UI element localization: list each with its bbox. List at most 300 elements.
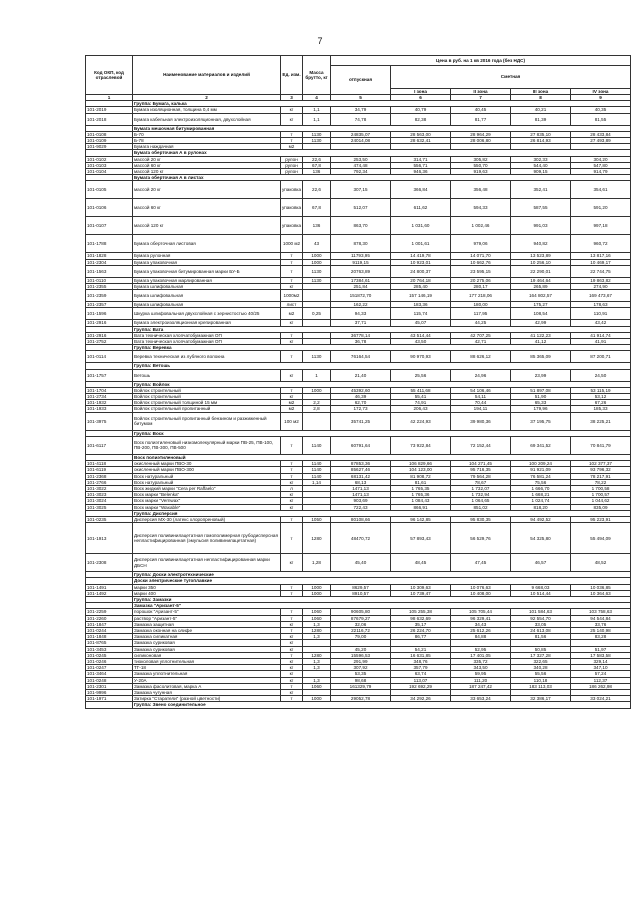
unit-of-measure: кг [281, 677, 303, 683]
unit-of-measure: кг [281, 113, 303, 125]
price-zone-2: 34,43 [451, 621, 511, 627]
price-zone-3: 9 668,03 [511, 584, 571, 590]
unit-of-measure: т [281, 461, 303, 467]
price-zone-1: 16 631,85 [391, 652, 451, 658]
price-zone-1: 96 142,85 [391, 516, 451, 522]
header-unit: Ед. изм. [281, 56, 303, 95]
price-release: 36778,14 [331, 332, 391, 338]
price-zone-4: 57,24 [571, 671, 631, 677]
unit-of-measure: т [281, 351, 303, 363]
material-name: массой 120 кг [133, 169, 281, 175]
table-row [86, 683, 631, 689]
table-row [86, 523, 631, 554]
price-zone-1: 82,38 [391, 113, 451, 125]
price-release: 68,13 [331, 479, 391, 485]
price-zone-4: 51,97 [571, 646, 631, 652]
material-name: Вата техническая хлопчатобумажная ОП [133, 332, 281, 338]
price-zone-4: 960,72 [571, 235, 631, 253]
price-zone-1: 43 514,44 [391, 332, 451, 338]
table-row [86, 387, 631, 393]
gross-mass: 1130 [303, 277, 331, 283]
table-row [86, 627, 631, 633]
price-zone-4: 93 796,32 [571, 467, 631, 473]
unit-of-measure: т [281, 627, 303, 633]
unit-of-measure: т [281, 516, 303, 522]
gross-mass: 1060 [303, 683, 331, 689]
price-release: 8910,57 [331, 590, 391, 596]
price-zone-1: 54,21 [391, 646, 451, 652]
price-release: 9119,15 [331, 259, 391, 265]
unit-of-measure: т [281, 253, 303, 259]
price-zone-3: 340,28 [511, 665, 571, 671]
material-code: 101-9996 [86, 689, 133, 695]
material-code: 101-1933 [86, 406, 133, 412]
material-name: Воск полиэтиленовый низкомолекулярный марки ПВ-25, ПВ-100, ПВ-200, ПВ-300, ПВ-500 [133, 436, 281, 454]
unit-of-measure: т [281, 332, 303, 338]
unit-of-measure: т [281, 138, 303, 144]
gross-mass: 1140 [303, 473, 331, 479]
price-zone-3: 94 492,52 [511, 516, 571, 522]
price-zone-2: 979,06 [451, 235, 511, 253]
price-zone-4: 78,22 [571, 479, 631, 485]
price-release: 11793,95 [331, 253, 391, 259]
gross-mass: 1130 [303, 131, 331, 137]
material-code: 101-3453 [86, 646, 133, 652]
price-zone-2: 54,11 [451, 394, 511, 400]
material-code: 101-1932 [86, 400, 133, 406]
unit-of-measure: упаковка [281, 199, 303, 217]
table-row [86, 181, 631, 199]
price-zone-4: 38 225,21 [571, 412, 631, 430]
price-release: 87679,27 [331, 615, 391, 621]
group-heading: Воск полиэтиленовый [133, 454, 631, 460]
gross-mass: 1,1 [303, 107, 331, 113]
material-name: раствор "Аризант-5" [133, 615, 281, 621]
material-code: 101-2368 [86, 473, 133, 479]
material-name: Войлок строительный пропитанный [133, 406, 281, 412]
price-zone-2: 84,88 [451, 634, 511, 640]
column-number: 9 [571, 95, 631, 101]
price-zone-4: 112,37 [571, 677, 631, 683]
price-zone-1: 28 563,00 [391, 131, 451, 137]
material-name: Бумага упаковочная [133, 259, 281, 265]
unit-of-measure: т [281, 609, 303, 615]
material-name: Дисперсия МХ-30 (латекс хлоропреновый) [133, 516, 281, 522]
price-zone-2: 305,82 [451, 156, 511, 162]
price-zone-3: 55,56 [511, 671, 571, 677]
price-zone-1: 24 800,37 [391, 265, 451, 277]
price-zone-4: 304,20 [571, 156, 631, 162]
unit-of-measure: кг [281, 689, 303, 695]
price-zone-1: 57 893,43 [391, 523, 451, 554]
price-zone-1: 43,50 [391, 339, 451, 345]
header-zone-2: II зона [451, 88, 511, 94]
price-release: 74,78 [331, 113, 391, 125]
price-zone-2: 44,25 [451, 320, 511, 326]
price-zone-4: 22 744,75 [571, 265, 631, 277]
table-row [86, 473, 631, 479]
price-zone-2: 54 106,46 [451, 387, 511, 393]
material-name: марки 350 [133, 584, 281, 590]
price-zone-2: 25 612,26 [451, 627, 511, 633]
price-release: 29052,78 [331, 696, 391, 702]
price-zone-1: 35,17 [391, 621, 451, 627]
material-code: 101-0106 [86, 199, 133, 217]
price-release: 35741,25 [331, 412, 391, 430]
price-zone-4: 55 494,09 [571, 523, 631, 554]
price-zone-1: 946,36 [391, 169, 451, 175]
table-body [86, 101, 631, 708]
group-heading: Бумага мешочная битумированная [133, 125, 631, 131]
gross-mass: 1,14 [303, 479, 331, 485]
unit-of-measure: т [281, 131, 303, 137]
price-zone-1: 48,45 [391, 554, 451, 572]
material-code: 101-0235 [86, 516, 133, 522]
gross-mass: 22,6 [303, 156, 331, 162]
price-zone-2: 56 529,76 [451, 523, 511, 554]
unit-of-measure: кг [281, 671, 303, 677]
material-code: 101-2752 [86, 339, 133, 345]
unit-of-measure: м2 [281, 144, 303, 150]
price-zone-3: 302,33 [511, 156, 571, 162]
material-code: 101-3025 [86, 504, 133, 510]
price-zone-3: 19 464,64 [511, 277, 571, 283]
price-zone-2: 52,95 [451, 646, 511, 652]
material-code: 101-0244 [86, 627, 133, 633]
price-zone-1: 1 765,35 [391, 485, 451, 491]
price-zone-1: 74,91 [391, 400, 451, 406]
price-zone-1: 86,77 [391, 634, 451, 640]
material-name: Воск натуральный [133, 479, 281, 485]
price-zone-4: 70 841,79 [571, 436, 631, 454]
price-zone-3: 32 386,17 [511, 696, 571, 702]
material-name: Шкурка шлифовальная двухслойная с зернистостью 40/25 [133, 308, 281, 320]
price-zone-3: 101 584,63 [511, 609, 571, 615]
price-zone-2: 17 401,05 [451, 652, 511, 658]
material-code: 101-0245 [86, 652, 133, 658]
gross-mass: 1140 [303, 461, 331, 467]
material-name: Бумага шлифовальная [133, 284, 281, 290]
price-zone-3: 81,39 [511, 113, 571, 125]
price-zone-1: 611,62 [391, 199, 451, 217]
price-zone-3: 164 802,57 [511, 290, 571, 302]
price-zone-4: 87 200,71 [571, 351, 631, 363]
gross-mass: 67,8 [303, 162, 331, 168]
price-zone-4: 1 700,57 [571, 492, 631, 498]
price-release: 307,15 [331, 181, 391, 199]
price-release: 45,40 [331, 554, 391, 572]
price-release: 24835,07 [331, 131, 391, 137]
material-code: 101-0247 [86, 665, 133, 671]
price-zone-2: 14 071,70 [451, 253, 511, 259]
material-name: Замазка фасолитовая, марка А [133, 683, 281, 689]
price-zone-3: 41,12 [511, 339, 571, 345]
price-zone-2: 187 247,42 [451, 683, 511, 689]
price-release: 17384,61 [331, 277, 391, 283]
price-table-sheet [85, 55, 630, 709]
price-zone-2: 10 408,00 [451, 590, 511, 596]
price-zone-1: 81 908,72 [391, 473, 451, 479]
material-name: Войлок строительный [133, 387, 281, 393]
gross-mass: 1000 [303, 259, 331, 265]
unit-of-measure: т [281, 259, 303, 265]
price-zone-3: 54 325,80 [511, 523, 571, 554]
table-header [86, 56, 631, 101]
price-zone-4: 24,50 [571, 369, 631, 381]
price-zone-1: 10 923,01 [391, 259, 451, 265]
column-number: 1 [86, 95, 133, 101]
price-zone-1: 366,84 [391, 181, 451, 199]
price-release: 903,69 [331, 498, 391, 504]
price-zone-2: 42 707,25 [451, 332, 511, 338]
gross-mass: 1,3 [303, 677, 331, 683]
price-zone-1: 98 632,69 [391, 615, 451, 621]
price-zone-2: 72 152,44 [451, 436, 511, 454]
header-mass: Масса брутто, кг [303, 56, 331, 95]
price-zone-3: 10 514,44 [511, 590, 571, 596]
gross-mass: 1130 [303, 351, 331, 363]
price-zone-1: 73 922,84 [391, 436, 451, 454]
price-zone-4: 33 024,21 [571, 696, 631, 702]
price-zone-4: 19 863,82 [571, 277, 631, 283]
price-zone-3: 26 814,93 [511, 138, 571, 144]
unit-of-measure: 100 м2 [281, 412, 303, 430]
unit-of-measure: т [281, 652, 303, 658]
price-zone-2: 96 329,41 [451, 615, 511, 621]
price-release: 474,48 [331, 162, 391, 168]
price-zone-4: 10 364,63 [571, 590, 631, 596]
gross-mass: 1280 [303, 627, 331, 633]
price-zone-1: 1 001,61 [391, 235, 451, 253]
unit-of-measure: лист [281, 302, 303, 308]
price-release: 32,06 [331, 621, 391, 627]
price-zone-2: 95 716,35 [451, 467, 511, 473]
price-release: 80108,66 [331, 516, 391, 522]
material-code: 101-2308 [86, 554, 133, 572]
material-name: марки 400 [133, 590, 281, 596]
unit-of-measure: т [281, 584, 303, 590]
price-release: 53,35 [331, 671, 391, 677]
price-zone-2: 47,45 [451, 554, 511, 572]
gross-mass: 0,25 [303, 308, 331, 320]
table-row [86, 290, 631, 302]
table-row [86, 492, 631, 498]
unit-of-measure: кг [281, 498, 303, 504]
group-heading: Доски электрические тугоплавкие [133, 578, 631, 584]
price-release: 253,50 [331, 156, 391, 162]
material-code: 101-3464 [86, 671, 133, 677]
material-name: Бумага упаковочная битумированная марки БУ-Б [133, 265, 281, 277]
material-name: Замазка чугунная [133, 689, 281, 695]
material-code: 101-1847 [86, 621, 133, 627]
price-zone-3: 110,18 [511, 677, 571, 683]
price-release: 22116,72 [331, 627, 391, 633]
price-zone-3: 46,57 [511, 554, 571, 572]
material-name: Бумага шлифовальная [133, 290, 281, 302]
price-zone-2: 1 732,07 [451, 485, 511, 491]
price-zone-4: 48,52 [571, 554, 631, 572]
price-zone-1: 1 031,60 [391, 217, 451, 235]
gross-mass: 136 [303, 169, 331, 175]
material-name: Замазка силикатная [133, 634, 281, 640]
material-code: 101-4118 [86, 461, 133, 467]
code-cell [86, 702, 133, 708]
price-zone-4: 25 140,98 [571, 627, 631, 633]
header-release: отпускная [331, 66, 391, 95]
table-row [86, 436, 631, 454]
price-release: 37,71 [331, 320, 391, 326]
table-row [86, 554, 631, 572]
price-zone-4: 53,12 [571, 394, 631, 400]
price-zone-4: 27 493,89 [571, 138, 631, 144]
price-zone-1: 348,76 [391, 658, 451, 664]
price-release: 722,43 [331, 504, 391, 510]
price-release: 172,73 [331, 406, 391, 412]
price-zone-4: 547,80 [571, 162, 631, 168]
price-release: 161329,79 [331, 683, 391, 689]
price-zone-1: 20 764,18 [391, 277, 451, 283]
price-zone-4: 997,18 [571, 217, 631, 235]
unit-of-measure: т [281, 277, 303, 283]
material-name: Замазка суриковая [133, 640, 281, 646]
price-zone-4: 40,35 [571, 107, 631, 113]
table-row [86, 412, 631, 430]
material-code: 101-3022 [86, 485, 133, 491]
price-release: 151872,70 [331, 290, 391, 302]
price-zone-4: 95 223,91 [571, 516, 631, 522]
material-code: 101-1913 [86, 523, 133, 554]
group-heading: Бумага оберточная А в рулонах [133, 150, 631, 156]
price-zone-3: 42,99 [511, 320, 571, 326]
header-code: Код ОКП, код отраслевой [86, 56, 133, 95]
material-code: 101-1492 [86, 590, 133, 596]
group-heading: Группа: Вата [133, 326, 631, 332]
price-zone-4: 354,61 [571, 181, 631, 199]
price-zone-4: 10 036,85 [571, 584, 631, 590]
price-release: 48470,72 [331, 523, 391, 554]
price-zone-3: 940,82 [511, 235, 571, 253]
price-zone-3: 41 122,23 [511, 332, 571, 338]
price-release: 878,30 [331, 235, 391, 253]
unit-of-measure: т [281, 615, 303, 621]
column-number: 8 [511, 95, 571, 101]
material-code: 101-2766 [86, 479, 133, 485]
table-row [86, 277, 631, 283]
price-zone-1: 90 970,93 [391, 351, 451, 363]
price-release: 36,78 [331, 339, 391, 345]
material-name: Войлок строительный [133, 394, 281, 400]
material-name: массой 60 кг [133, 162, 281, 168]
unit-of-measure: 1000м2 [281, 290, 303, 302]
gross-mass: 43 [303, 235, 331, 253]
price-zone-4: 835,09 [571, 504, 631, 510]
price-zone-3: 175,27 [511, 302, 571, 308]
price-zone-4: 914,79 [571, 169, 631, 175]
table-row [86, 217, 631, 235]
unit-of-measure: рулон [281, 162, 303, 168]
material-name: Войлок строительный пропитанный бензином и разжиженный битумом [133, 412, 281, 430]
gross-mass [303, 412, 331, 430]
unit-of-measure: упаковка [281, 217, 303, 235]
price-zone-2: 594,33 [451, 199, 511, 217]
material-name: Дисперсия поливинилацетатная непластифицированная марки ДБСН [133, 554, 281, 572]
price-zone-3: 40,21 [511, 107, 571, 113]
price-release: 90605,80 [331, 609, 391, 615]
price-zone-1: 866,91 [391, 504, 451, 510]
unit-of-measure: т [281, 683, 303, 689]
price-release: 307,92 [331, 665, 391, 671]
price-zone-1: 81,61 [391, 479, 451, 485]
material-name: Воск жидкий марки "Cera per Raffaelo" [133, 485, 281, 491]
price-zone-4: 347,10 [571, 665, 631, 671]
unit-of-measure: т [281, 696, 303, 702]
column-number: 5 [331, 95, 391, 101]
price-zone-3: 65,33 [511, 400, 571, 406]
unit-of-measure: упаковка [281, 181, 303, 199]
header-zone-3: III зона [511, 88, 571, 94]
price-zone-4: 329,14 [571, 658, 631, 664]
price-zone-2: 81,77 [451, 113, 511, 125]
price-zone-1: 63,74 [391, 671, 451, 677]
price-zone-4: 17 583,58 [571, 652, 631, 658]
price-zone-3: 183 113,03 [511, 683, 571, 689]
price-zone-1: 14 419,78 [391, 253, 451, 259]
gross-mass: 1000 [303, 584, 331, 590]
material-name: Воск натуральный [133, 473, 281, 479]
price-zone-1: 113,07 [391, 677, 451, 683]
gross-mass: 1280 [303, 523, 331, 554]
price-zone-3: 24 613,08 [511, 627, 571, 633]
price-zone-3: 50,85 [511, 646, 571, 652]
material-name: Бумага наждачная [133, 144, 281, 150]
price-zone-4: 591,20 [571, 199, 631, 217]
material-code: 101-8765 [86, 640, 133, 646]
price-zone-2: 70,44 [451, 400, 511, 406]
price-zone-4: 33,76 [571, 621, 631, 627]
material-code: 101-1848 [86, 634, 133, 640]
material-name: силиконовая [133, 652, 281, 658]
unit-of-measure: кг [281, 320, 303, 326]
group-heading: Группа: Веревка [133, 345, 631, 351]
price-zone-2: 111,20 [451, 677, 511, 683]
material-name: Веревка техническая из лубяного волокна [133, 351, 281, 363]
gross-mass: 1000 [303, 696, 331, 702]
unit-of-measure: т [281, 265, 303, 277]
price-zone-1: 1 084,43 [391, 498, 451, 504]
price-zone-3: 33,05 [511, 621, 571, 627]
material-code: 101-0105 [86, 181, 133, 199]
material-code: 101-6117 [86, 436, 133, 454]
material-name: Бумага кабельная электроизоляционная, двухслойная [133, 113, 281, 125]
material-code: 101-0109 [86, 138, 133, 144]
price-release: 863,70 [331, 217, 391, 235]
material-name: Ветошь [133, 369, 281, 381]
column-number: 2 [133, 95, 281, 101]
price-zone-1: 556,71 [391, 162, 451, 168]
unit-of-measure: кг [281, 339, 303, 345]
price-zone-3: 91 921,09 [511, 467, 571, 473]
material-name: Воск марки "Belenka" [133, 492, 281, 498]
price-release: 45392,60 [331, 387, 391, 393]
table-row [86, 199, 631, 217]
price-zone-2: 23 595,15 [451, 265, 511, 277]
material-code: 101-2734 [86, 394, 133, 400]
material-name: массой 60 кг [133, 199, 281, 217]
price-release: 87853,36 [331, 461, 391, 467]
material-code: 101-2916 [86, 320, 133, 326]
price-release: 68131,42 [331, 473, 391, 479]
unit-of-measure: м2 [281, 406, 303, 412]
